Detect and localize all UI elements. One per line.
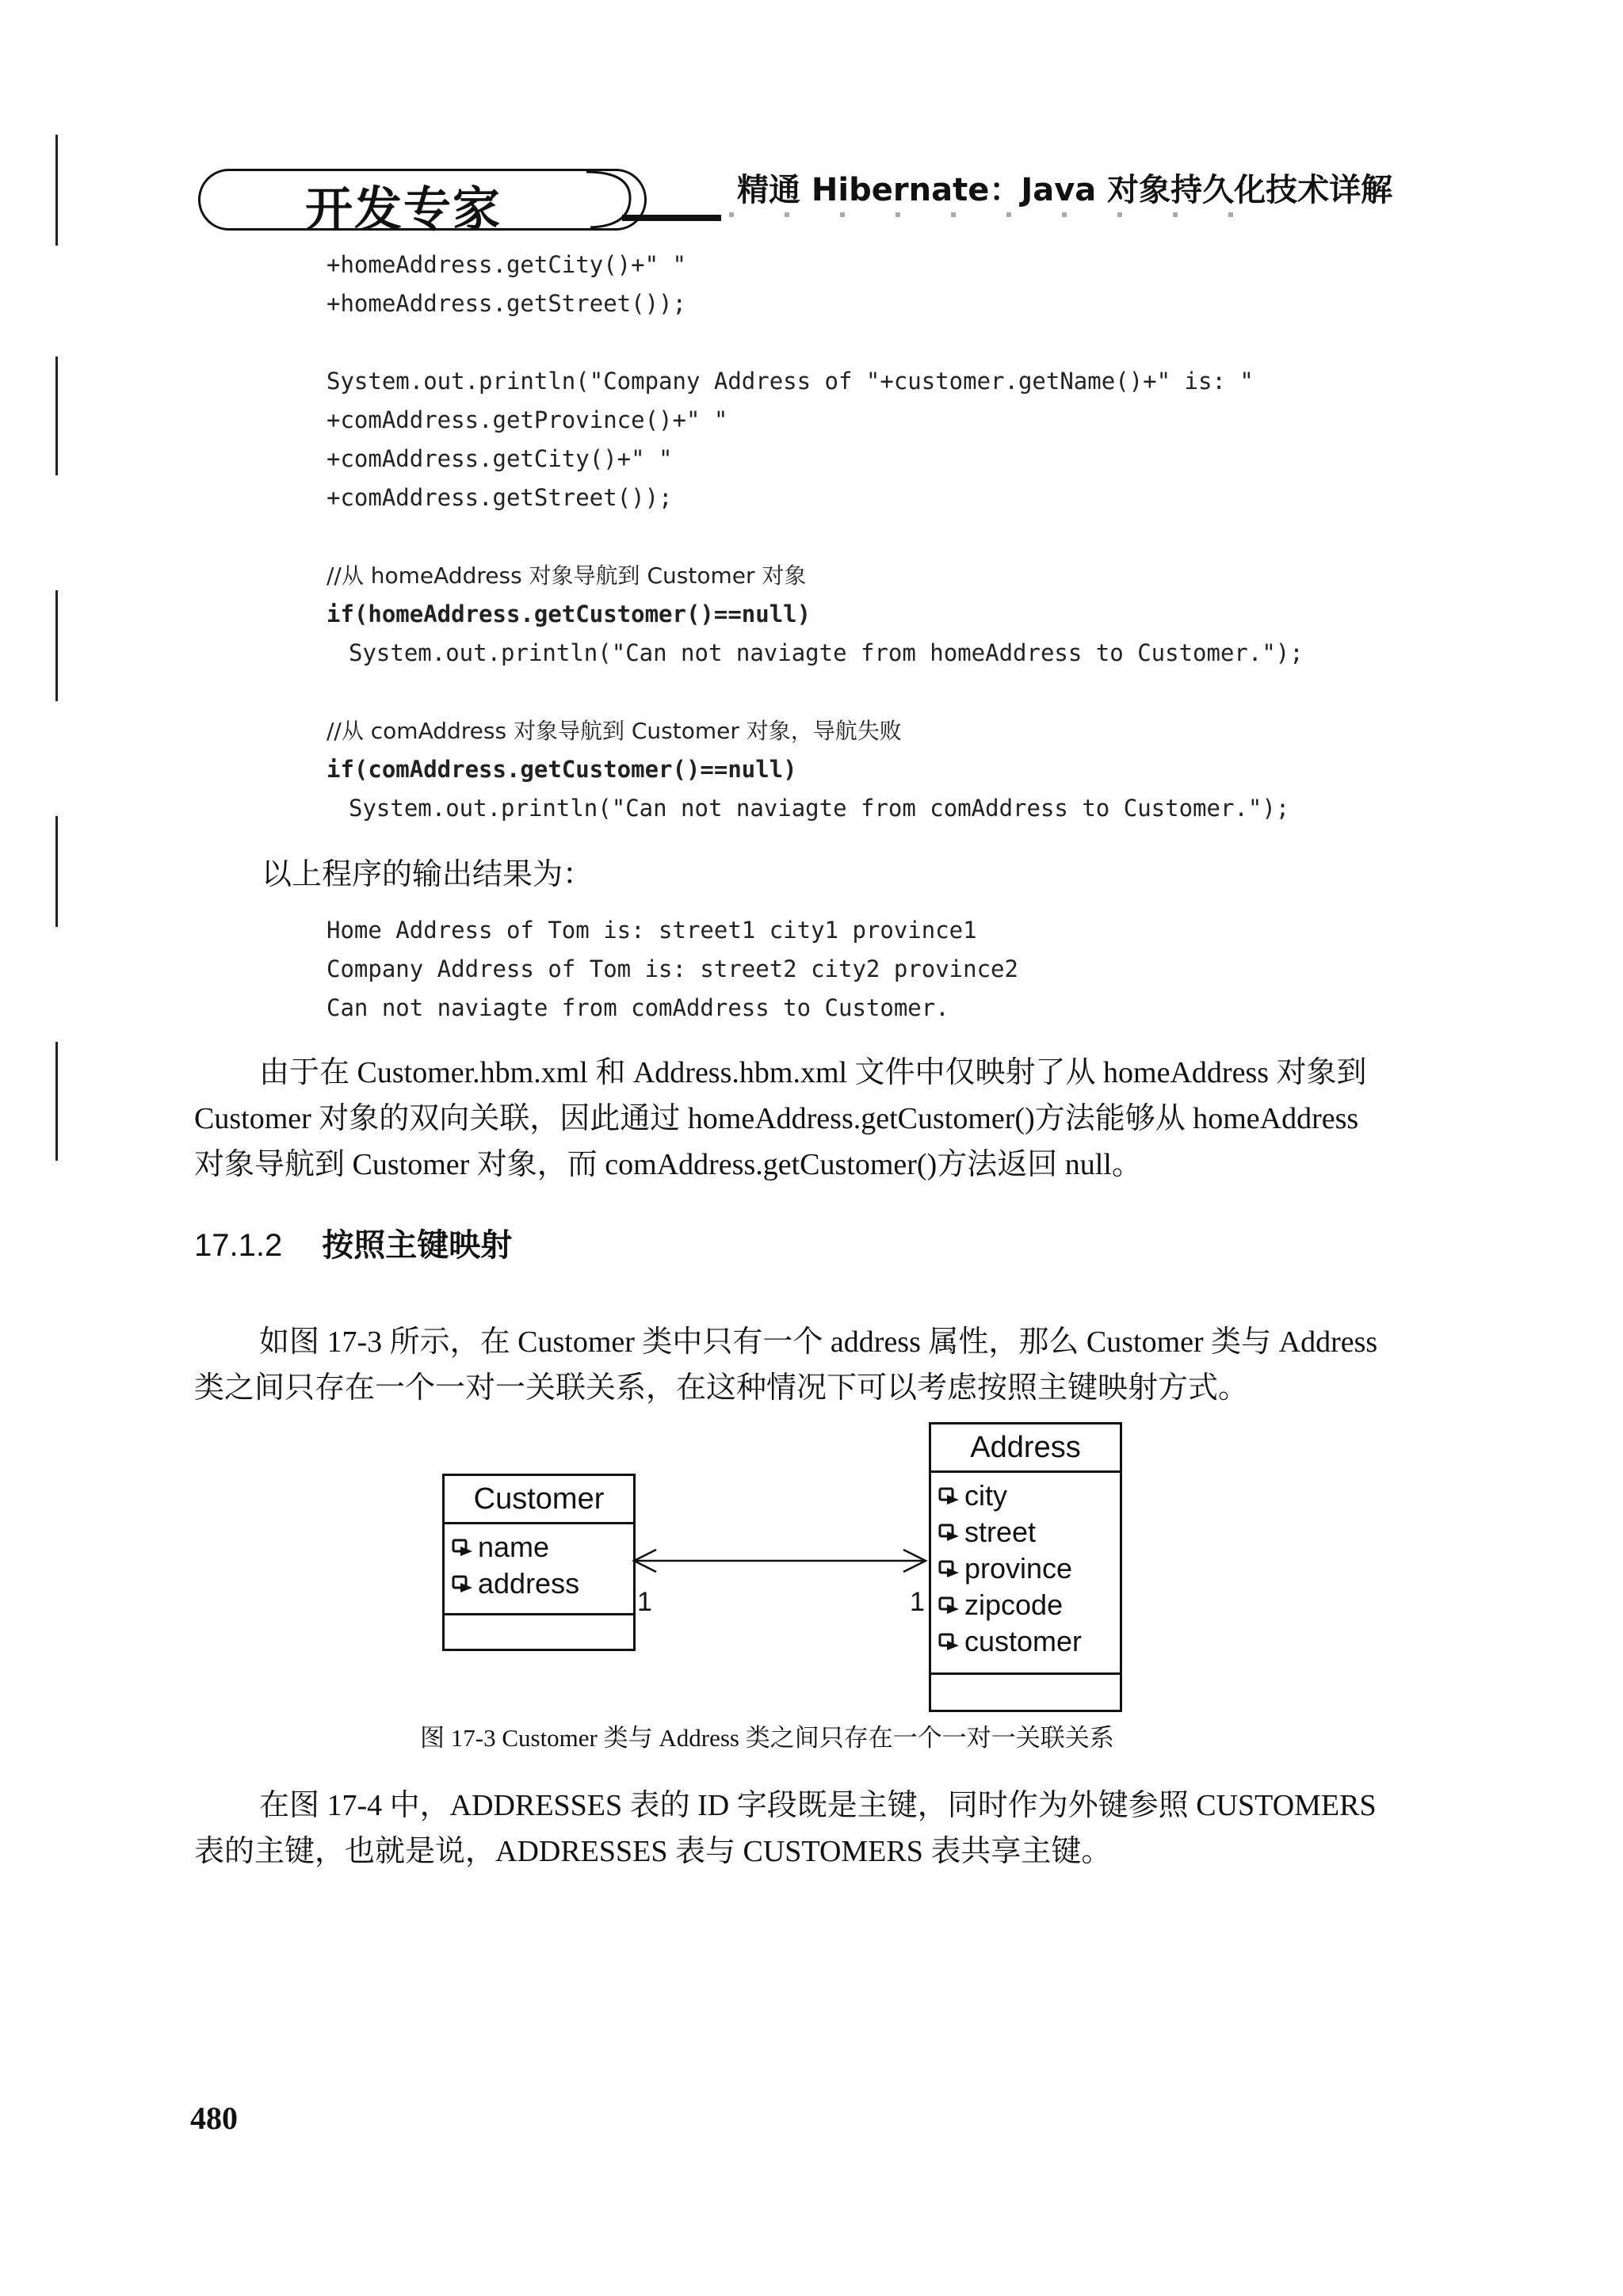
field-icon — [938, 1484, 961, 1508]
class-title: Customer — [445, 1476, 633, 1524]
output-intro: 以上程序的输出结果为： — [262, 858, 594, 891]
association-line — [631, 1545, 932, 1577]
class-attribute — [451, 1566, 627, 1602]
output-line: Can not naviagte from comAddress to Customer. — [327, 994, 949, 1021]
paragraph — [194, 1319, 1446, 1411]
class-attribute — [938, 1623, 1113, 1660]
paragraph-line: Customer 对象的双向关联，因此通过 homeAddress.getCustomer()方法能够从 homeAddress — [194, 1102, 1359, 1135]
section-heading — [194, 1220, 512, 1265]
attribute-name: zipcode — [964, 1589, 1064, 1621]
output-block — [327, 911, 1018, 1028]
code-line: +comAddress.getStreet()); — [327, 484, 673, 511]
figure-caption: 图 17-3 Customer 类与 Address 类之间只存在一个一对一关联关系 — [420, 1724, 1114, 1752]
field-icon — [938, 1593, 961, 1617]
class-attribute — [938, 1587, 1113, 1623]
class-attribute — [938, 1550, 1113, 1587]
scan-mark — [55, 357, 58, 475]
code-comment: //从 comAddress 对象导航到 Customer 对象，导航失败 — [327, 718, 902, 744]
output-line: Company Address of Tom is: street2 city2 province2 — [327, 955, 1018, 982]
class-attributes — [931, 1473, 1120, 1675]
code-line: if(homeAddress.getCustomer()==null) — [327, 601, 812, 627]
paragraph-line: 由于在 Customer.hbm.xml 和 Address.hbm.xml 文件中仅映射了从 homeAddress 对象到 — [259, 1056, 1367, 1089]
scan-mark — [55, 135, 58, 246]
paragraph-line: 表的主键，也就是说，ADDRESSES 表与 CUSTOMERS 表共享主键。 — [194, 1835, 1112, 1868]
address-class-box — [929, 1422, 1122, 1712]
attribute-name: province — [964, 1552, 1073, 1585]
attribute-name: name — [478, 1531, 550, 1563]
paragraph — [194, 1783, 1446, 1875]
class-attributes — [445, 1524, 633, 1615]
code-line: System.out.println("Can not naviagte from comAddress to Customer."); — [349, 795, 1290, 822]
attribute-name: address — [478, 1567, 580, 1600]
class-title: Address — [931, 1425, 1120, 1473]
field-icon — [938, 1520, 961, 1544]
field-icon — [938, 1630, 961, 1653]
attribute-name: street — [964, 1516, 1037, 1548]
logo-text: 开发专家 — [305, 182, 502, 238]
paragraph-line: 对象导航到 Customer 对象，而 comAddress.getCustomer()方法返回 null。 — [194, 1148, 1142, 1181]
output-line: Home Address of Tom is: street1 city1 province1 — [327, 917, 977, 944]
code-line: System.out.println("Company Address of "+customer.getName()+" is: " — [327, 368, 1254, 395]
field-icon — [451, 1535, 475, 1559]
code-line: +homeAddress.getStreet()); — [327, 290, 686, 317]
attribute-name: customer — [964, 1625, 1083, 1657]
paragraph-line: 如图 17-3 所示，在 Customer 类中只有一个 address 属性，那么 Customer 类与 Address — [259, 1325, 1378, 1359]
code-line: +homeAddress.getCity()+" " — [327, 251, 686, 278]
multiplicity-right: 1 — [910, 1587, 925, 1617]
multiplicity-left: 1 — [637, 1587, 652, 1617]
scan-mark — [55, 816, 58, 927]
customer-class-box — [442, 1474, 636, 1651]
paragraph-line: 在图 17-4 中，ADDRESSES 表的 ID 字段既是主键，同时作为外键参照 CUSTOMERS — [259, 1789, 1377, 1822]
class-attribute — [938, 1478, 1113, 1514]
header-decoration — [729, 212, 1284, 217]
code-line: +comAddress.getProvince()+" " — [327, 406, 728, 433]
scan-mark — [55, 1042, 58, 1161]
class-attribute — [451, 1529, 627, 1566]
paragraph — [194, 1050, 1446, 1188]
book-title: 精通 Hibernate：Java 对象持久化技术详解 — [737, 172, 1393, 208]
page-number: 480 — [190, 2100, 238, 2136]
field-icon — [451, 1572, 475, 1596]
scan-mark — [55, 590, 58, 701]
section-title: 按照主键映射 — [322, 1227, 513, 1264]
paragraph-line: 类之间只存在一个一对一关联关系，在这种情况下可以考虑按照主键映射方式。 — [194, 1371, 1249, 1405]
code-comment: //从 homeAddress 对象导航到 Customer 对象 — [327, 563, 807, 589]
class-attribute — [938, 1514, 1113, 1550]
section-number: 17.1.2 — [194, 1228, 283, 1263]
code-line: +comAddress.getCity()+" " — [327, 445, 673, 472]
code-block — [327, 246, 1304, 828]
attribute-name: city — [964, 1479, 1007, 1512]
logo-tail — [586, 162, 729, 234]
code-line: System.out.println("Can not naviagte from homeAddress to Customer."); — [349, 639, 1304, 666]
field-icon — [938, 1557, 961, 1581]
code-line: if(comAddress.getCustomer()==null) — [327, 756, 797, 783]
